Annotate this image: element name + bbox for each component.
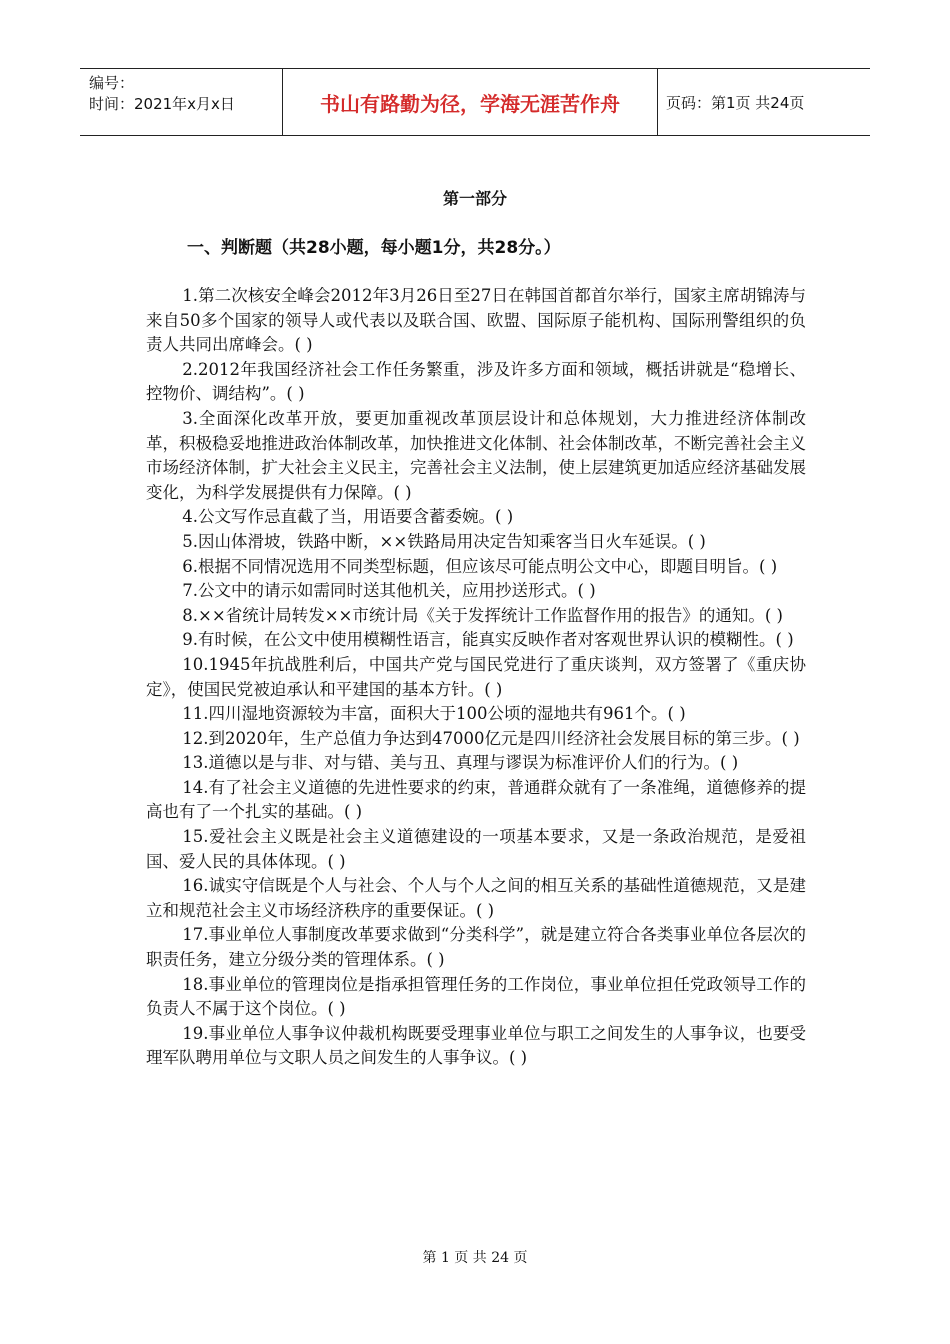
page-header <box>80 68 870 136</box>
section-title: 一、判断题（共28小题，每小题1分，共28分。） <box>187 238 561 258</box>
part-title: 第一部分 <box>442 189 507 208</box>
question-item: 16.诚实守信既是个人与社会、个人与个人之间的相互关系的基础性道德规范，又是建立和规范社会主义市场经济秩序的重要保证。( ) <box>146 876 806 920</box>
question-item: 1.第二次核安全峰会2012年3月26日至27日在韩国首都首尔举行，国家主席胡锦涛与来自50多个国家的领导人或代表以及联合国、欧盟、国际原子能机构、国际刑警组织的负责人共同出席峰会。( ) <box>146 286 806 355</box>
header-page-label: 页码：第1页 共24页 <box>666 93 805 112</box>
question-list <box>146 284 806 1071</box>
document-number-label: 编号： <box>89 74 135 92</box>
question-item: 9.有时候，在公文中使用模糊性语言，能真实反映作者对客观世界认识的模糊性。( ) <box>182 630 794 650</box>
question-item: 11.四川湿地资源较为丰富，面积大于100公顷的湿地共有961个。( ) <box>182 704 686 724</box>
question-item: 13.道德以是与非、对与错、美与丑、真理与谬误为标准评价人们的行为。( ) <box>182 753 739 773</box>
question-item: 6.根据不同情况选用不同类型标题，但应该尽可能点明公文中心，即题目明旨。( ) <box>182 556 778 576</box>
question-item: 19.事业单位人事争议仲裁机构既要受理事业单位与职工之间发生的人事争议，也要受理军队聘用单位与文职人员之间发生的人事争议。( ) <box>146 1023 806 1068</box>
header-meta <box>80 69 283 135</box>
question-item: 18.事业单位的管理岗位是指承担管理任务的工作岗位，事业单位担任党政领导工作的负责人不属于这个岗位。( ) <box>146 974 806 1019</box>
question-item: 2.2012年我国经济社会工作任务繁重，涉及许多方面和领域，概括讲就是“稳增长、控物价、调结构”。( ) <box>146 359 806 404</box>
question-item: 8.××省统计局转发××市统计局《关于发挥统计工作监督作用的报告》的通知。( ) <box>182 605 783 625</box>
question-item: 17.事业单位人事制度改革要求做到“分类科学”，就是建立符合各类事业单位各层次的职责任务，建立分级分类的管理体系。( ) <box>146 925 806 970</box>
question-item: 12.到2020年，生产总值力争达到47000亿元是四川经济社会发展目标的第三步。( ) <box>182 728 800 748</box>
question-item: 4.公文写作忌直截了当，用语要含蓄委婉。( ) <box>182 507 514 527</box>
question-item: 3.全面深化改革开放，要更加重视改革顶层设计和总体规划，大力推进经济体制改革，积极稳妥地推进政治体制改革，加快推进文化体制、社会体制改革，不断完善社会主义市场经济体制，扩大社会主义民主，完善社会主义法制，使上层建筑更加适应经济基础发展变化，为科学发展提供有力保障。( ) <box>146 408 806 502</box>
question-item: 5.因山体滑坡，铁路中断，××铁路局用决定告知乘客当日火车延误。( ) <box>182 531 706 551</box>
document-time-label: 时间：2021年x月x日 <box>89 95 235 113</box>
question-item: 15.爱社会主义既是社会主义道德建设的一项基本要求，又是一条政治规范，是爱祖国、爱人民的具体体现。( ) <box>146 827 806 871</box>
question-item: 7.公文中的请示如需同时送其他机关，应用抄送形式。( ) <box>182 581 596 601</box>
header-motto: 书山有路勤为径，学海无涯苦作舟 <box>283 69 658 135</box>
question-item: 14.有了社会主义道德的先进性要求的约束，普通群众就有了一条准绳，道德修养的提高也有了一个扎实的基础。( ) <box>146 777 806 822</box>
question-item: 10.1945年抗战胜利后，中国共产党与国民党进行了重庆谈判，双方签署了《重庆协定》，使国民党被迫承认和平建国的基本方针。( ) <box>146 654 806 699</box>
page-footer: 第 1 页 共 24 页 <box>422 1250 528 1266</box>
